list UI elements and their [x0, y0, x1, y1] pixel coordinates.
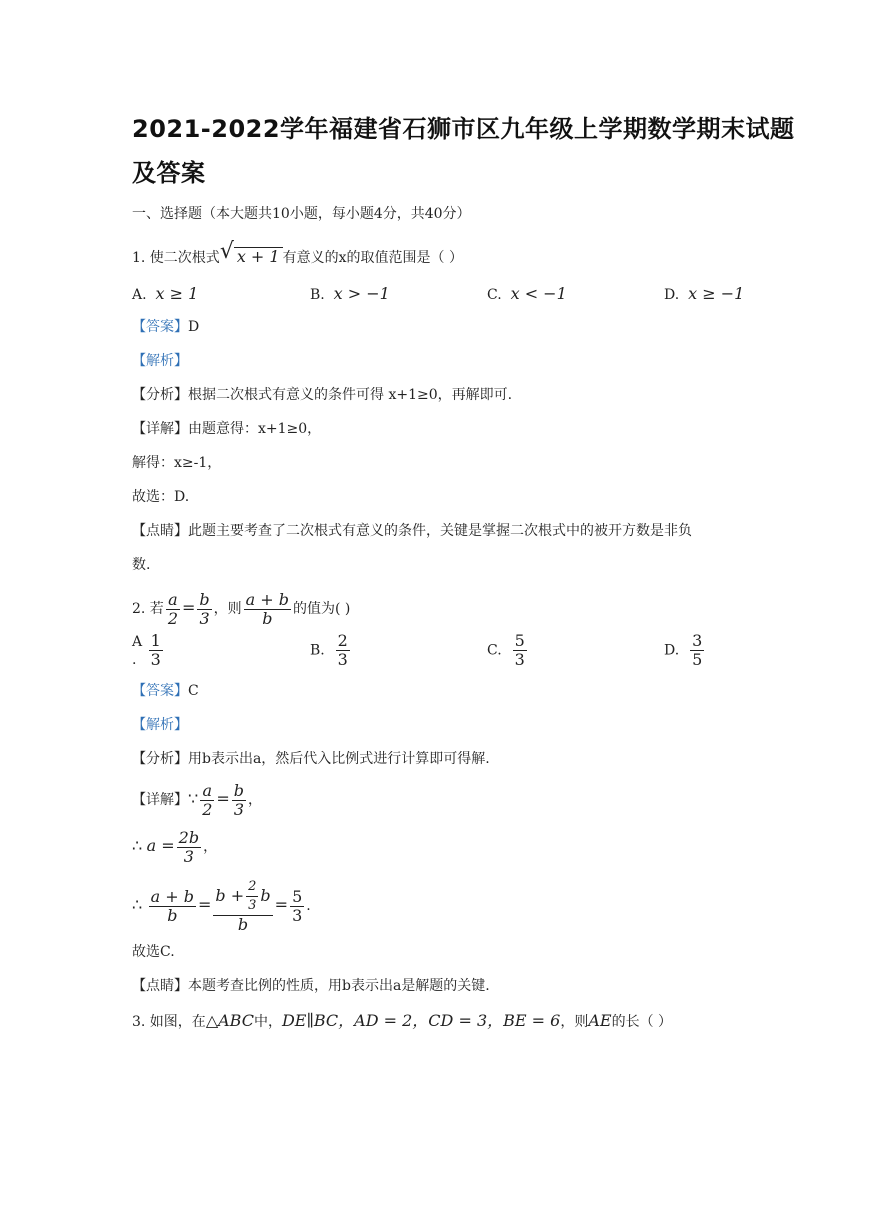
question-2 — [132, 588, 350, 629]
xiangjie-text: 由题意得：x+1≥0， — [188, 421, 322, 437]
q1-option-b — [310, 284, 390, 303]
q1-radical: √ x + 1 — [220, 247, 283, 267]
q3-prefix: 3. 如图，在 — [132, 1014, 206, 1030]
q2-xiangjie-step3 — [132, 878, 311, 934]
q2-analysis-tag: 【解析】 — [132, 717, 188, 733]
equals: = — [182, 598, 196, 617]
q3-zhong: 中， — [253, 1014, 282, 1030]
q2-choice: 故选C. — [132, 944, 175, 960]
q2-xiangjie-step2 — [132, 826, 217, 867]
option-math: x ≥ −1 — [688, 284, 745, 303]
q2-fenxi — [132, 750, 490, 768]
q3-conditions: DE∥BC，AD = 2，CD = 3，BE = 6 — [281, 1011, 561, 1030]
fraction-5-3: $\frac{5}{3}$ — [292, 886, 303, 925]
answer-tag: 【答案】 — [132, 683, 188, 699]
document-title-line2: 及答案 — [132, 159, 206, 187]
q1-xiangjie — [132, 420, 321, 438]
answer-value: D — [188, 319, 200, 335]
dianjing-tag: 【点睛】 — [132, 523, 188, 539]
comma: ， — [248, 792, 263, 808]
option-label: C. — [487, 287, 502, 303]
q3-ae: AE — [588, 1011, 612, 1030]
fenxi-text: 根据二次根式有意义的条件可得 x+1≥0，再解即可. — [188, 387, 513, 403]
fraction-b3: $\frac{b}{3}$ — [233, 780, 245, 819]
xiangjie-tag: 【详解】 — [132, 421, 188, 437]
option-label: A . — [132, 633, 143, 668]
q1-solution: 解得：x≥-1， — [132, 455, 222, 471]
fraction-ab-b: $\frac{a + b}{b}$ — [150, 886, 194, 925]
q1-fenxi — [132, 386, 512, 404]
fraction-a2: $\frac{a}{2}$ — [202, 780, 213, 819]
equals: = — [216, 789, 230, 808]
q2-fraction-ab-b: $\frac{a + b}{b}$ — [245, 589, 290, 628]
q1-choice: 故选：D. — [132, 489, 190, 505]
q2-fraction-a2: $\frac{a}{2}$ — [167, 589, 178, 628]
q3-suffix: ，则 — [560, 1014, 589, 1030]
q3-tail: 的长（ ） — [611, 1014, 673, 1030]
option-label: C. — [487, 642, 502, 659]
option-label: D. — [664, 287, 680, 303]
option-label: D. — [664, 642, 680, 659]
option-label: A. — [132, 287, 147, 303]
q2-answer — [132, 682, 199, 700]
q1-answer — [132, 318, 199, 336]
q1-radicand: x + 1 — [234, 247, 283, 266]
answer-value: C — [188, 683, 199, 699]
dianjing-tag: 【点睛】 — [132, 978, 188, 994]
q1-analysis-tag: 【解析】 — [132, 353, 188, 369]
dianjing-text: 此题主要考查了二次根式有意义的条件，关键是掌握二次根式中的被开方数是非负 — [188, 523, 692, 539]
q2-mid: ，则 — [213, 601, 242, 617]
option-fraction: $\frac{2}{3}$ — [337, 631, 348, 669]
q2-suffix: 的值为( ) — [293, 601, 351, 617]
fenxi-text: 用b表示出a，然后代入比例式进行计算即可得解. — [188, 751, 490, 767]
q2-option-d — [664, 632, 706, 669]
q2-xiangjie-step1 — [132, 779, 262, 820]
q2-option-c — [487, 632, 529, 669]
option-fraction: $\frac{1}{3}$ — [150, 631, 161, 669]
option-math: x < −1 — [510, 284, 567, 303]
document-title-line1: 2021-2022学年福建省石狮市区九年级上学期数学期末试题 — [132, 115, 795, 143]
question-1 — [132, 239, 463, 267]
option-math: x ≥ 1 — [155, 284, 199, 303]
q1-option-c — [487, 284, 567, 303]
lhs-a: a = — [146, 836, 175, 855]
q3-triangle: △ABC — [205, 1011, 254, 1030]
q1-option-a — [132, 284, 198, 303]
q2-prefix: 2. 若 — [132, 601, 164, 617]
q1-dianjing-cont: 数. — [132, 557, 151, 573]
option-label: B. — [310, 642, 325, 659]
option-fraction: $\frac{5}{3}$ — [514, 631, 525, 669]
question-3 — [132, 1012, 672, 1031]
fraction-2b3: $\frac{2b}{3}$ — [178, 827, 200, 866]
option-math: x > −1 — [333, 284, 390, 303]
q1-suffix: 有意义的x的取值范围是（ ） — [282, 250, 463, 266]
therefore-symbol: ∴ — [132, 895, 143, 914]
equals: = — [274, 895, 289, 914]
equals: = — [198, 895, 212, 914]
fenxi-tag: 【分析】 — [132, 751, 188, 767]
dianjing-text: 本题考查比例的性质，用b表示出a是解题的关键. — [188, 978, 490, 994]
section-heading: 一、选择题（本大题共10小题，每小题4分，共40分） — [132, 206, 471, 222]
q2-fraction-b3: $\frac{b}{3}$ — [199, 589, 210, 628]
q1-option-d — [664, 284, 744, 303]
q1-prefix: 1. 使二次根式 — [132, 250, 220, 266]
because-symbol: ∵ — [188, 789, 199, 808]
comma: ， — [203, 839, 218, 855]
option-fraction: $\frac{3}{5}$ — [692, 631, 703, 669]
answer-tag: 【答案】 — [132, 319, 188, 335]
option-label: B. — [310, 287, 325, 303]
fenxi-tag: 【分析】 — [132, 387, 188, 403]
period: . — [306, 898, 311, 914]
compound-fraction: b + $\frac{2}{3}$ b b — [215, 879, 271, 934]
q2-option-b — [310, 632, 352, 669]
q2-option-a — [132, 632, 165, 669]
xiangjie-tag: 【详解】 — [132, 792, 188, 808]
therefore-symbol: ∴ — [132, 836, 143, 855]
q2-dianjing — [132, 977, 490, 995]
q1-dianjing — [132, 522, 692, 540]
